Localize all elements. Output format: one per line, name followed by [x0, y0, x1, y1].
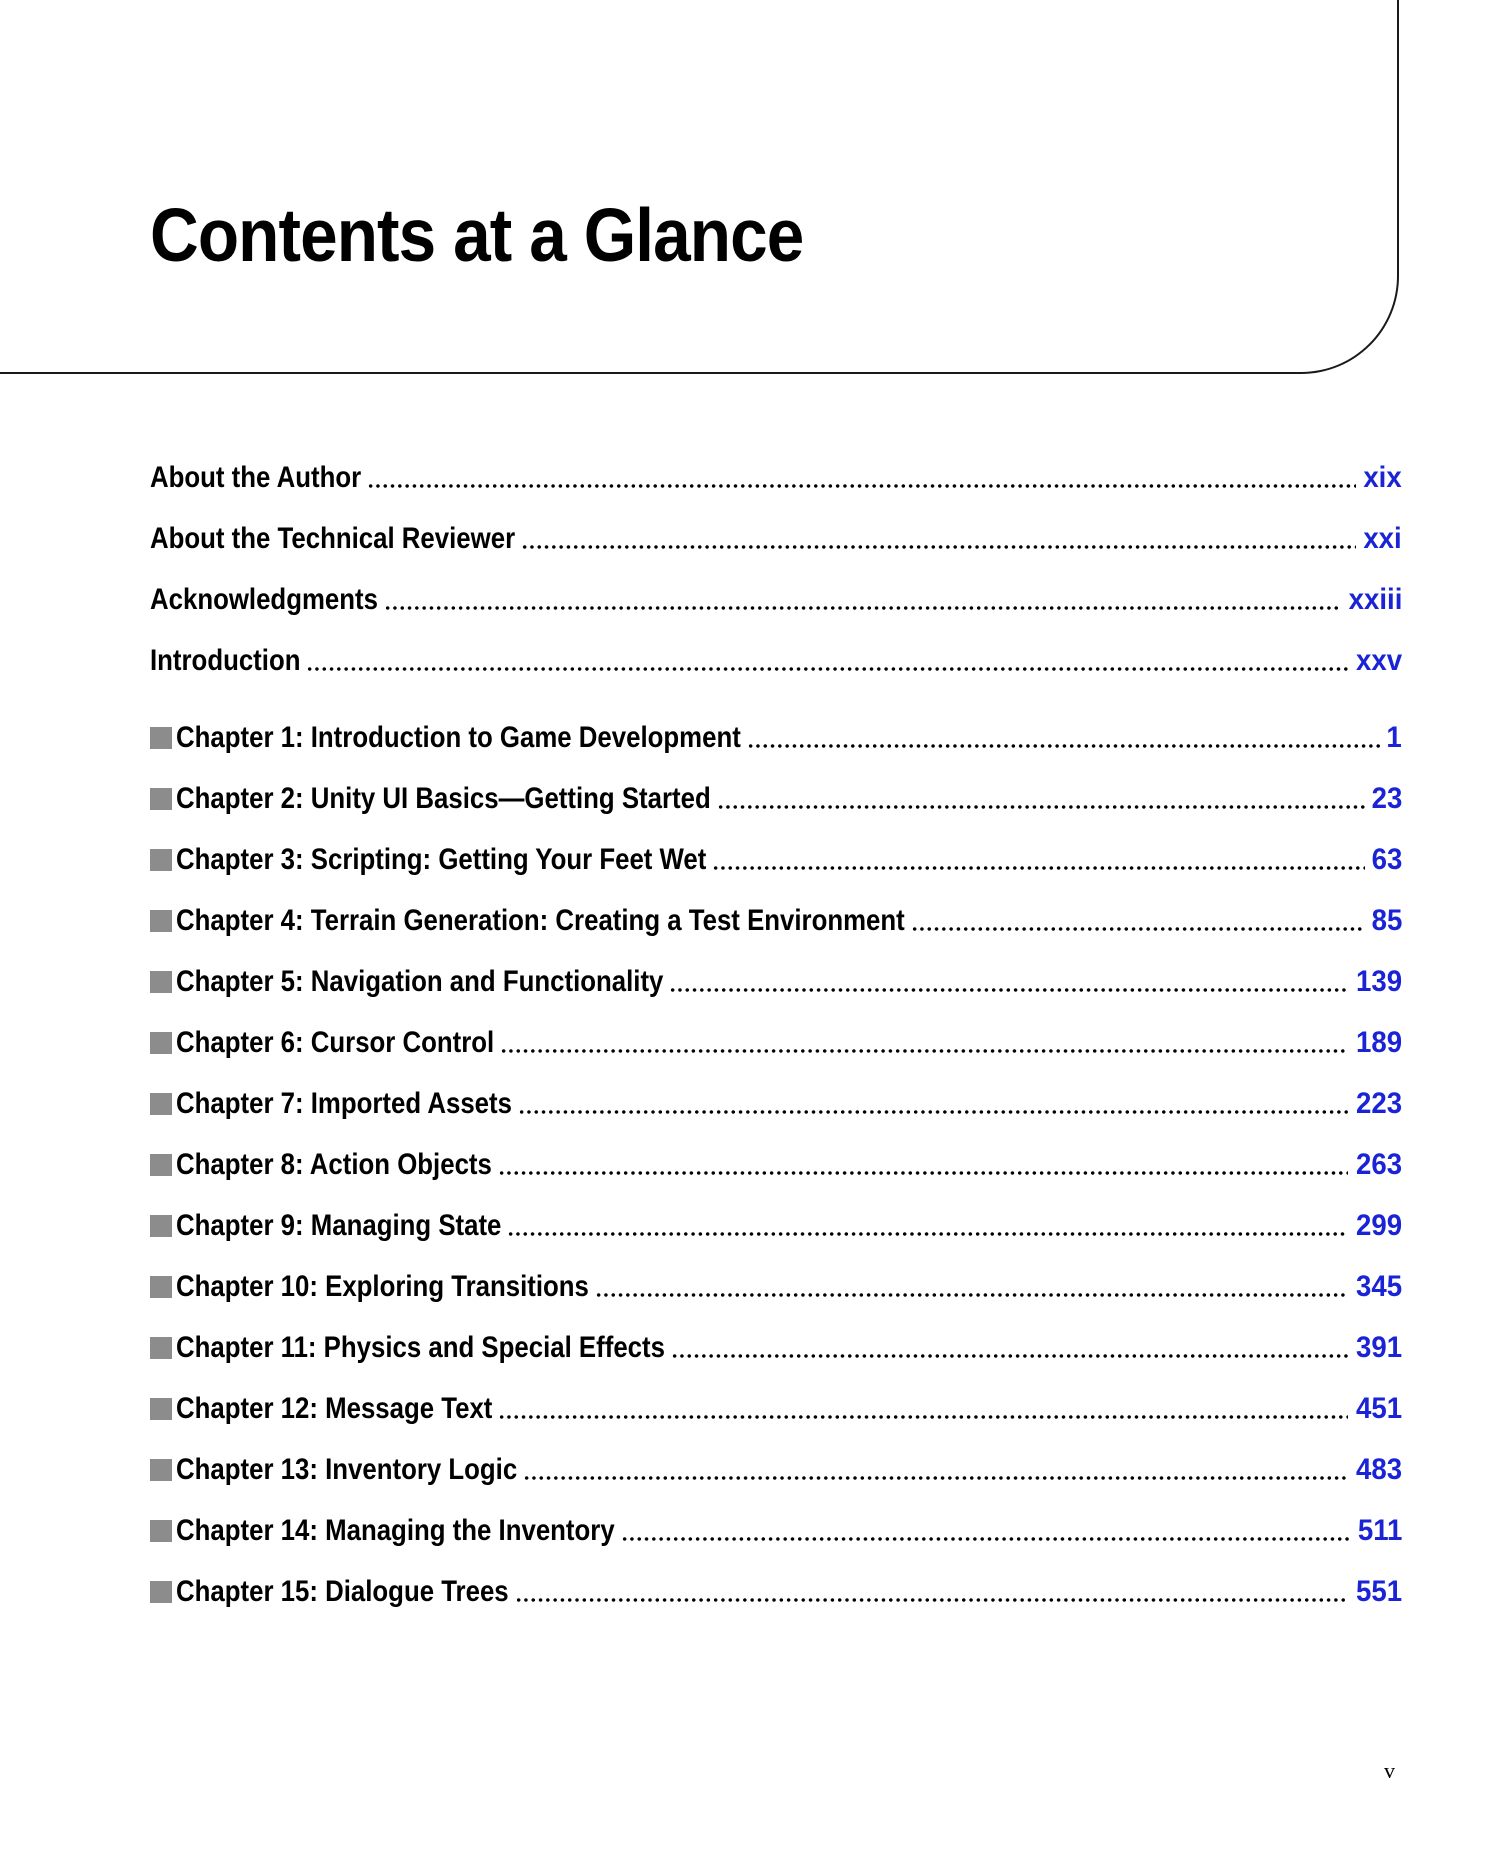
toc-page-link[interactable]: 63 — [1371, 843, 1402, 876]
toc-entry-chapter-13[interactable] — [150, 1448, 1402, 1492]
toc-entry-label: Chapter 4: Terrain Generation: Creating a Test Environment — [176, 904, 905, 937]
toc-page-link[interactable]: 139 — [1355, 965, 1402, 998]
toc-entry-label: Chapter 7: Imported Assets — [176, 1087, 512, 1120]
toc-page-link[interactable]: 451 — [1355, 1392, 1402, 1425]
toc-entry-chapter-1[interactable] — [150, 716, 1402, 760]
toc-entry-label: Chapter 2: Unity UI Basics—Getting Started — [176, 782, 711, 815]
dot-leader — [521, 545, 1356, 549]
dot-leader — [595, 1293, 1348, 1297]
toc-entry-chapter-10[interactable] — [150, 1265, 1402, 1309]
chapter-bullet-icon — [150, 1520, 172, 1542]
toc-entry-label: About the Technical Reviewer — [150, 522, 516, 555]
chapter-bullet-icon — [150, 1337, 172, 1359]
chapter-bullet-icon — [150, 727, 172, 749]
chapter-bullet-icon — [150, 1459, 172, 1481]
dot-leader — [669, 988, 1348, 992]
toc-page-link[interactable]: xxiii — [1348, 583, 1402, 616]
toc-entry-chapter-15[interactable] — [150, 1570, 1402, 1614]
toc-page-link[interactable]: 483 — [1355, 1453, 1402, 1486]
toc-entry-chapter-3[interactable] — [150, 838, 1402, 882]
toc-page-link[interactable]: xxi — [1363, 522, 1402, 555]
toc-entry-about-author[interactable] — [150, 456, 1402, 500]
chapter-bullet-icon — [150, 1093, 172, 1115]
toc-page-link[interactable]: 1 — [1386, 721, 1402, 754]
chapter-bullet-icon — [150, 910, 172, 932]
dot-leader — [523, 1476, 1348, 1480]
toc-entry-label: Chapter 5: Navigation and Functionality — [176, 965, 664, 998]
toc-entry-label: Chapter 9: Managing State — [176, 1209, 502, 1242]
toc-page-link[interactable]: xix — [1363, 461, 1402, 494]
toc-entry-label: About the Author — [150, 461, 362, 494]
toc-entry-label: Chapter 14: Managing the Inventory — [176, 1514, 615, 1547]
toc-entry-chapter-7[interactable] — [150, 1082, 1402, 1126]
toc-entry-label: Chapter 10: Exploring Transitions — [176, 1270, 589, 1303]
toc-entry-chapter-2[interactable] — [150, 777, 1402, 821]
toc-entry-chapter-8[interactable] — [150, 1143, 1402, 1187]
toc-entry-label: Chapter 12: Message Text — [176, 1392, 493, 1425]
toc-entry-label: Chapter 13: Inventory Logic — [176, 1453, 518, 1486]
page-number-folio: v — [1384, 1758, 1395, 1783]
chapter-bullet-icon — [150, 849, 172, 871]
chapter-bullet-icon — [150, 1581, 172, 1603]
dot-leader — [671, 1354, 1348, 1358]
toc-entry-chapter-6[interactable] — [150, 1021, 1402, 1065]
dot-leader — [518, 1110, 1348, 1114]
toc-page-link[interactable]: 189 — [1355, 1026, 1402, 1059]
dot-leader — [621, 1537, 1350, 1541]
chapter-bullet-icon — [150, 788, 172, 810]
dot-leader — [911, 927, 1365, 931]
toc-page-link[interactable]: 551 — [1355, 1575, 1402, 1608]
toc-entry-label: Chapter 1: Introduction to Game Development — [176, 721, 741, 754]
chapter-bullet-icon — [150, 1398, 172, 1420]
toc-page-link[interactable]: 299 — [1355, 1209, 1402, 1242]
page-title: Contents at a Glance — [150, 193, 804, 277]
toc-entry-chapter-5[interactable] — [150, 960, 1402, 1004]
toc-page-link[interactable]: 23 — [1371, 782, 1402, 815]
dot-leader — [507, 1232, 1348, 1236]
dot-leader — [384, 606, 1340, 610]
toc-page-link[interactable]: xxv — [1355, 644, 1402, 677]
toc-page-link[interactable]: 223 — [1355, 1087, 1402, 1120]
chapter-bullet-icon — [150, 971, 172, 993]
toc-entry-label: Acknowledgments — [150, 583, 378, 616]
toc-entry-chapter-9[interactable] — [150, 1204, 1402, 1248]
toc-page-link[interactable]: 391 — [1355, 1331, 1402, 1364]
toc-entry-chapter-12[interactable] — [150, 1387, 1402, 1431]
toc-page-link[interactable]: 511 — [1357, 1514, 1402, 1547]
header-frame — [0, 0, 1399, 374]
dot-leader — [498, 1415, 1348, 1419]
toc-page-link[interactable]: 345 — [1355, 1270, 1402, 1303]
toc-entry-label: Chapter 11: Physics and Special Effects — [176, 1331, 665, 1364]
toc-page-link[interactable]: 263 — [1355, 1148, 1402, 1181]
dot-leader — [500, 1049, 1348, 1053]
toc-entry-label: Chapter 3: Scripting: Getting Your Feet Wet — [176, 843, 707, 876]
chapter-bullet-icon — [150, 1154, 172, 1176]
chapter-bullet-icon — [150, 1032, 172, 1054]
toc-entry-label: Chapter 6: Cursor Control — [176, 1026, 495, 1059]
toc-entry-acknowledgments[interactable] — [150, 578, 1402, 622]
dot-leader — [498, 1171, 1348, 1175]
toc-entry-label: Introduction — [150, 644, 301, 677]
dot-leader — [306, 667, 1347, 671]
toc-entry-chapter-4[interactable] — [150, 899, 1402, 943]
dot-leader — [367, 484, 1356, 488]
toc-page-link[interactable]: 85 — [1371, 904, 1402, 937]
toc-entry-about-reviewer[interactable] — [150, 517, 1402, 561]
toc-entry-chapter-14[interactable] — [150, 1509, 1402, 1553]
dot-leader — [712, 866, 1364, 870]
dot-leader — [747, 744, 1382, 748]
toc-entry-introduction[interactable] — [150, 639, 1402, 683]
dot-leader — [515, 1598, 1348, 1602]
toc-entry-label: Chapter 8: Action Objects — [176, 1148, 492, 1181]
toc-entry-chapter-11[interactable] — [150, 1326, 1402, 1370]
toc-entry-label: Chapter 15: Dialogue Trees — [176, 1575, 509, 1608]
chapter-bullet-icon — [150, 1215, 172, 1237]
chapter-bullet-icon — [150, 1276, 172, 1298]
dot-leader — [717, 805, 1365, 809]
